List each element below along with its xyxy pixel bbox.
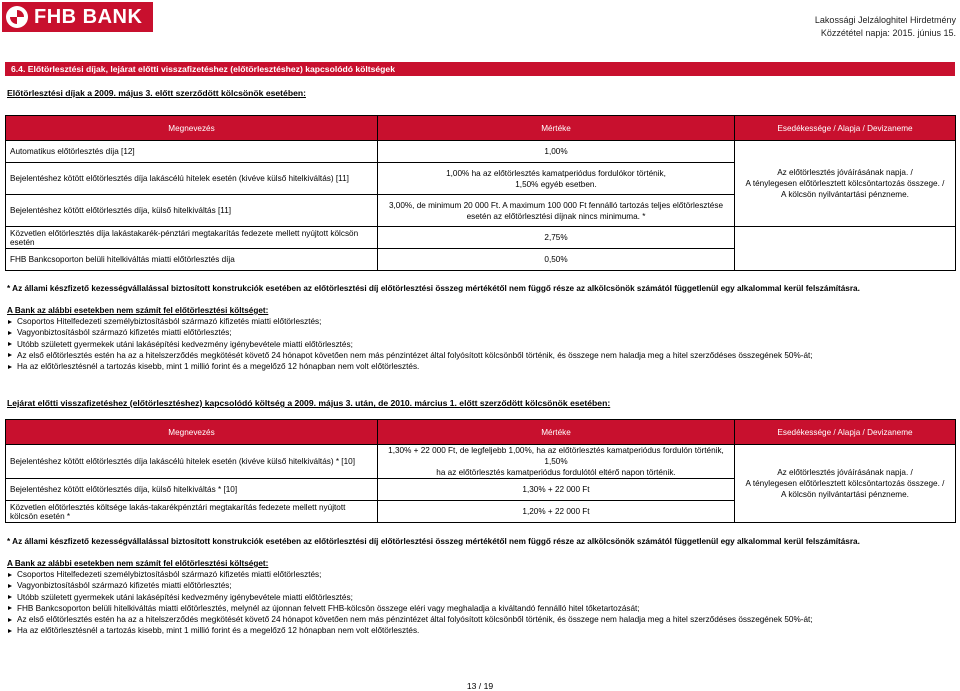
part2-heading: Lejárat előtti visszafizetéshez (előtörlesztéshez) kapcsolódó költség a 2009. május 3. után, de 2010. március 1. előtt szerződött kölcsönök esetében: xyxy=(7,398,611,408)
list-item: Utóbb született gyermekek utáni lakásépítési kedvezmény igénybevétele miatti előtörlesztés; xyxy=(7,592,813,603)
row-value: 0,50% xyxy=(378,249,735,271)
exemptions-title: A Bank az alábbi esetekben nem számít fel előtörlesztési költséget: xyxy=(7,559,269,568)
arrow-bullet-icon xyxy=(8,595,12,599)
col-header-rate: Mértéke xyxy=(378,420,735,445)
list-item: Vagyonbiztosításból származó kifizetés miatti előtörlesztés; xyxy=(7,327,813,338)
page-number: 13 / 19 xyxy=(466,681,494,691)
row-name: Bejelentéshez kötött előtörlesztés díja lakáscélú hitelek esetén (kivéve külső hitelkiváltás) * [10] xyxy=(6,445,378,479)
col-header-due: Esedékessége / Alapja / Devizaneme xyxy=(735,420,956,445)
arrow-bullet-icon xyxy=(8,342,12,346)
list-item: Ha az előtörlesztésnél a tartozás kisebb, mint 1 millió forint és a megelőző 12 hónapban nem volt előtörlesztés. xyxy=(7,625,813,636)
arrow-bullet-icon xyxy=(8,320,12,324)
exemptions-title: A Bank az alábbi esetekben nem számít fel előtörlesztési költséget: xyxy=(7,306,269,315)
row-name: Bejelentéshez kötött előtörlesztés díja, külső hitelkiváltás * [10] xyxy=(6,479,378,501)
list-item: Csoportos Hitelfedezeti személybiztosításból származó kifizetés miatti előtörlesztés; xyxy=(7,569,813,580)
arrow-bullet-icon xyxy=(8,365,12,369)
col-header-rate: Mértéke xyxy=(378,116,735,141)
col-header-name: Megnevezés xyxy=(6,116,378,141)
list-item: Csoportos Hitelfedezeti személybiztosításból származó kifizetés miatti előtörlesztés; xyxy=(7,316,813,327)
list-item: Az első előtörlesztés estén ha az a hitelszerződés megkötését követő 24 hónapot követően nem más pénzintézet által folyósított kölcsönből történik, és összege nem haladja meg a hitel szerződéses összegének 50%-át; xyxy=(7,350,813,361)
row-value: 1,00% ha az előtörlesztés kamatperiódus fordulókor történik, 1,50% egyéb esetben. xyxy=(378,163,735,195)
arrow-bullet-icon xyxy=(8,629,12,633)
part1-heading: Előtörlesztési díjak a 2009. május 3. előtt szerződött kölcsönök esetében: xyxy=(7,88,306,98)
list-item: Ha az előtörlesztésnél a tartozás kisebb, mint 1 millió forint és a megelőző 12 hónapban nem volt előtörlesztés. xyxy=(7,361,813,372)
row-value: 1,00% xyxy=(378,141,735,163)
list-item: Vagyonbiztosításból származó kifizetés miatti előtörlesztés; xyxy=(7,580,813,591)
list-item: FHB Bankcsoporton belüli hitelkiváltás miatti előtörlesztés, melynél az újonnan felvett FHB-kölcsön összege eléri vagy meghaladja a kiváltandó fennálló hitel tőketartozását; xyxy=(7,603,813,614)
part2-exemptions xyxy=(7,558,813,636)
row-value: 1,30% + 22 000 Ft xyxy=(378,479,735,501)
empty-cell xyxy=(735,227,956,271)
part2-footnote: * Az állami készfizető kezességvállalással biztosított konstrukciók esetében az előtörlesztési díj előtörlesztési összeg mértékétől nem függő része az alkölcsönök számától függetlenül egy alkalommal kerül felszámításra. xyxy=(7,537,860,546)
publication-date: Közzététel napja: 2015. június 15. xyxy=(820,28,956,38)
row-name: Bejelentéshez kötött előtörlesztés díja, külső hitelkiváltás [11] xyxy=(6,195,378,227)
row-value: 1,30% + 22 000 Ft, de legfeljebb 1,00%, ha az előtörlesztés kamatperiódus fordulón történik, 1,50% ha az előtörlesztés kamatperiódus fordulótól eltérő napon történik. xyxy=(378,445,735,479)
part1-footnote: * Az állami készfizető kezességvállalással biztosított konstrukciók esetében az előtörlesztési díj előtörlesztési összeg mértékétől nem függő része az alkölcsönök számától függetlenül egy alkalommal kerül felszámításra. xyxy=(7,284,860,293)
arrow-bullet-icon xyxy=(8,618,12,622)
arrow-bullet-icon xyxy=(8,606,12,610)
list-item: Az első előtörlesztés estén ha az a hitelszerződés megkötését követő 24 hónapot követően nem más pénzintézet által folyósított kölcsönből történik, és összege nem haladja meg a hitel szerződéses összegének 50%-át; xyxy=(7,614,813,625)
fhb-logo xyxy=(2,2,153,32)
arrow-bullet-icon xyxy=(8,584,12,588)
part1-fee-table xyxy=(5,115,956,271)
document-title: Lakossági Jelzáloghitel Hirdetmény xyxy=(814,15,956,25)
due-basis-currency: Az előtörlesztés jóváírásának napja. / A ténylegesen előtörlesztett kölcsöntartozás összege. / A kölcsön nyilvántartási pénzneme. xyxy=(735,445,956,523)
col-header-due: Esedékessége / Alapja / Devizaneme xyxy=(735,116,956,141)
due-basis-currency: Az előtörlesztés jóváírásának napja. / A ténylegesen előtörlesztett kölcsöntartozás összege. / A kölcsön nyilvántartási pénzneme. xyxy=(735,141,956,227)
row-name: FHB Bankcsoporton belüli hitelkiváltás miatti előtörlesztés díja xyxy=(6,249,378,271)
row-value: 1,20% + 22 000 Ft xyxy=(378,501,735,523)
part2-fee-table xyxy=(5,419,956,523)
arrow-bullet-icon xyxy=(8,331,12,335)
logo-text: FHB BANK xyxy=(34,5,143,28)
arrow-bullet-icon xyxy=(8,353,12,357)
row-name: Bejelentéshez kötött előtörlesztés díja lakáscélú hitelek esetén (kivéve külső hitelkiváltás) [11] xyxy=(6,163,378,195)
list-item: Utóbb született gyermekek utáni lakásépítési kedvezmény igénybevétele miatti előtörlesztés; xyxy=(7,339,813,350)
row-name: Automatikus előtörlesztés díja [12] xyxy=(6,141,378,163)
row-name: Közvetlen előtörlesztés költsége lakás-takarékpénztári megtakarítás fedezete mellett nyújtott kölcsön esetén * xyxy=(6,501,378,523)
row-value: 3,00%, de minimum 20 000 Ft. A maximum 100 000 Ft fennálló tartozás teljes előtörlesztése esetén az előtörlesztési díjnak nincs minimuma. * xyxy=(378,195,735,227)
row-name: Közvetlen előtörlesztés díja lakástakarék-pénztári megtakarítás fedezete mellett nyújtott kölcsön esetén xyxy=(6,227,378,249)
fhb-logo-icon xyxy=(6,6,28,28)
part1-exemptions xyxy=(7,305,813,372)
col-header-name: Megnevezés xyxy=(6,420,378,445)
arrow-bullet-icon xyxy=(8,573,12,577)
row-value: 2,75% xyxy=(378,227,735,249)
section-title: 6.4. Előtörlesztési díjak, lejárat előtti visszafizetéshez (előtörlesztéshez) kapcsolódó költségek xyxy=(5,62,955,76)
document-header xyxy=(815,14,956,40)
